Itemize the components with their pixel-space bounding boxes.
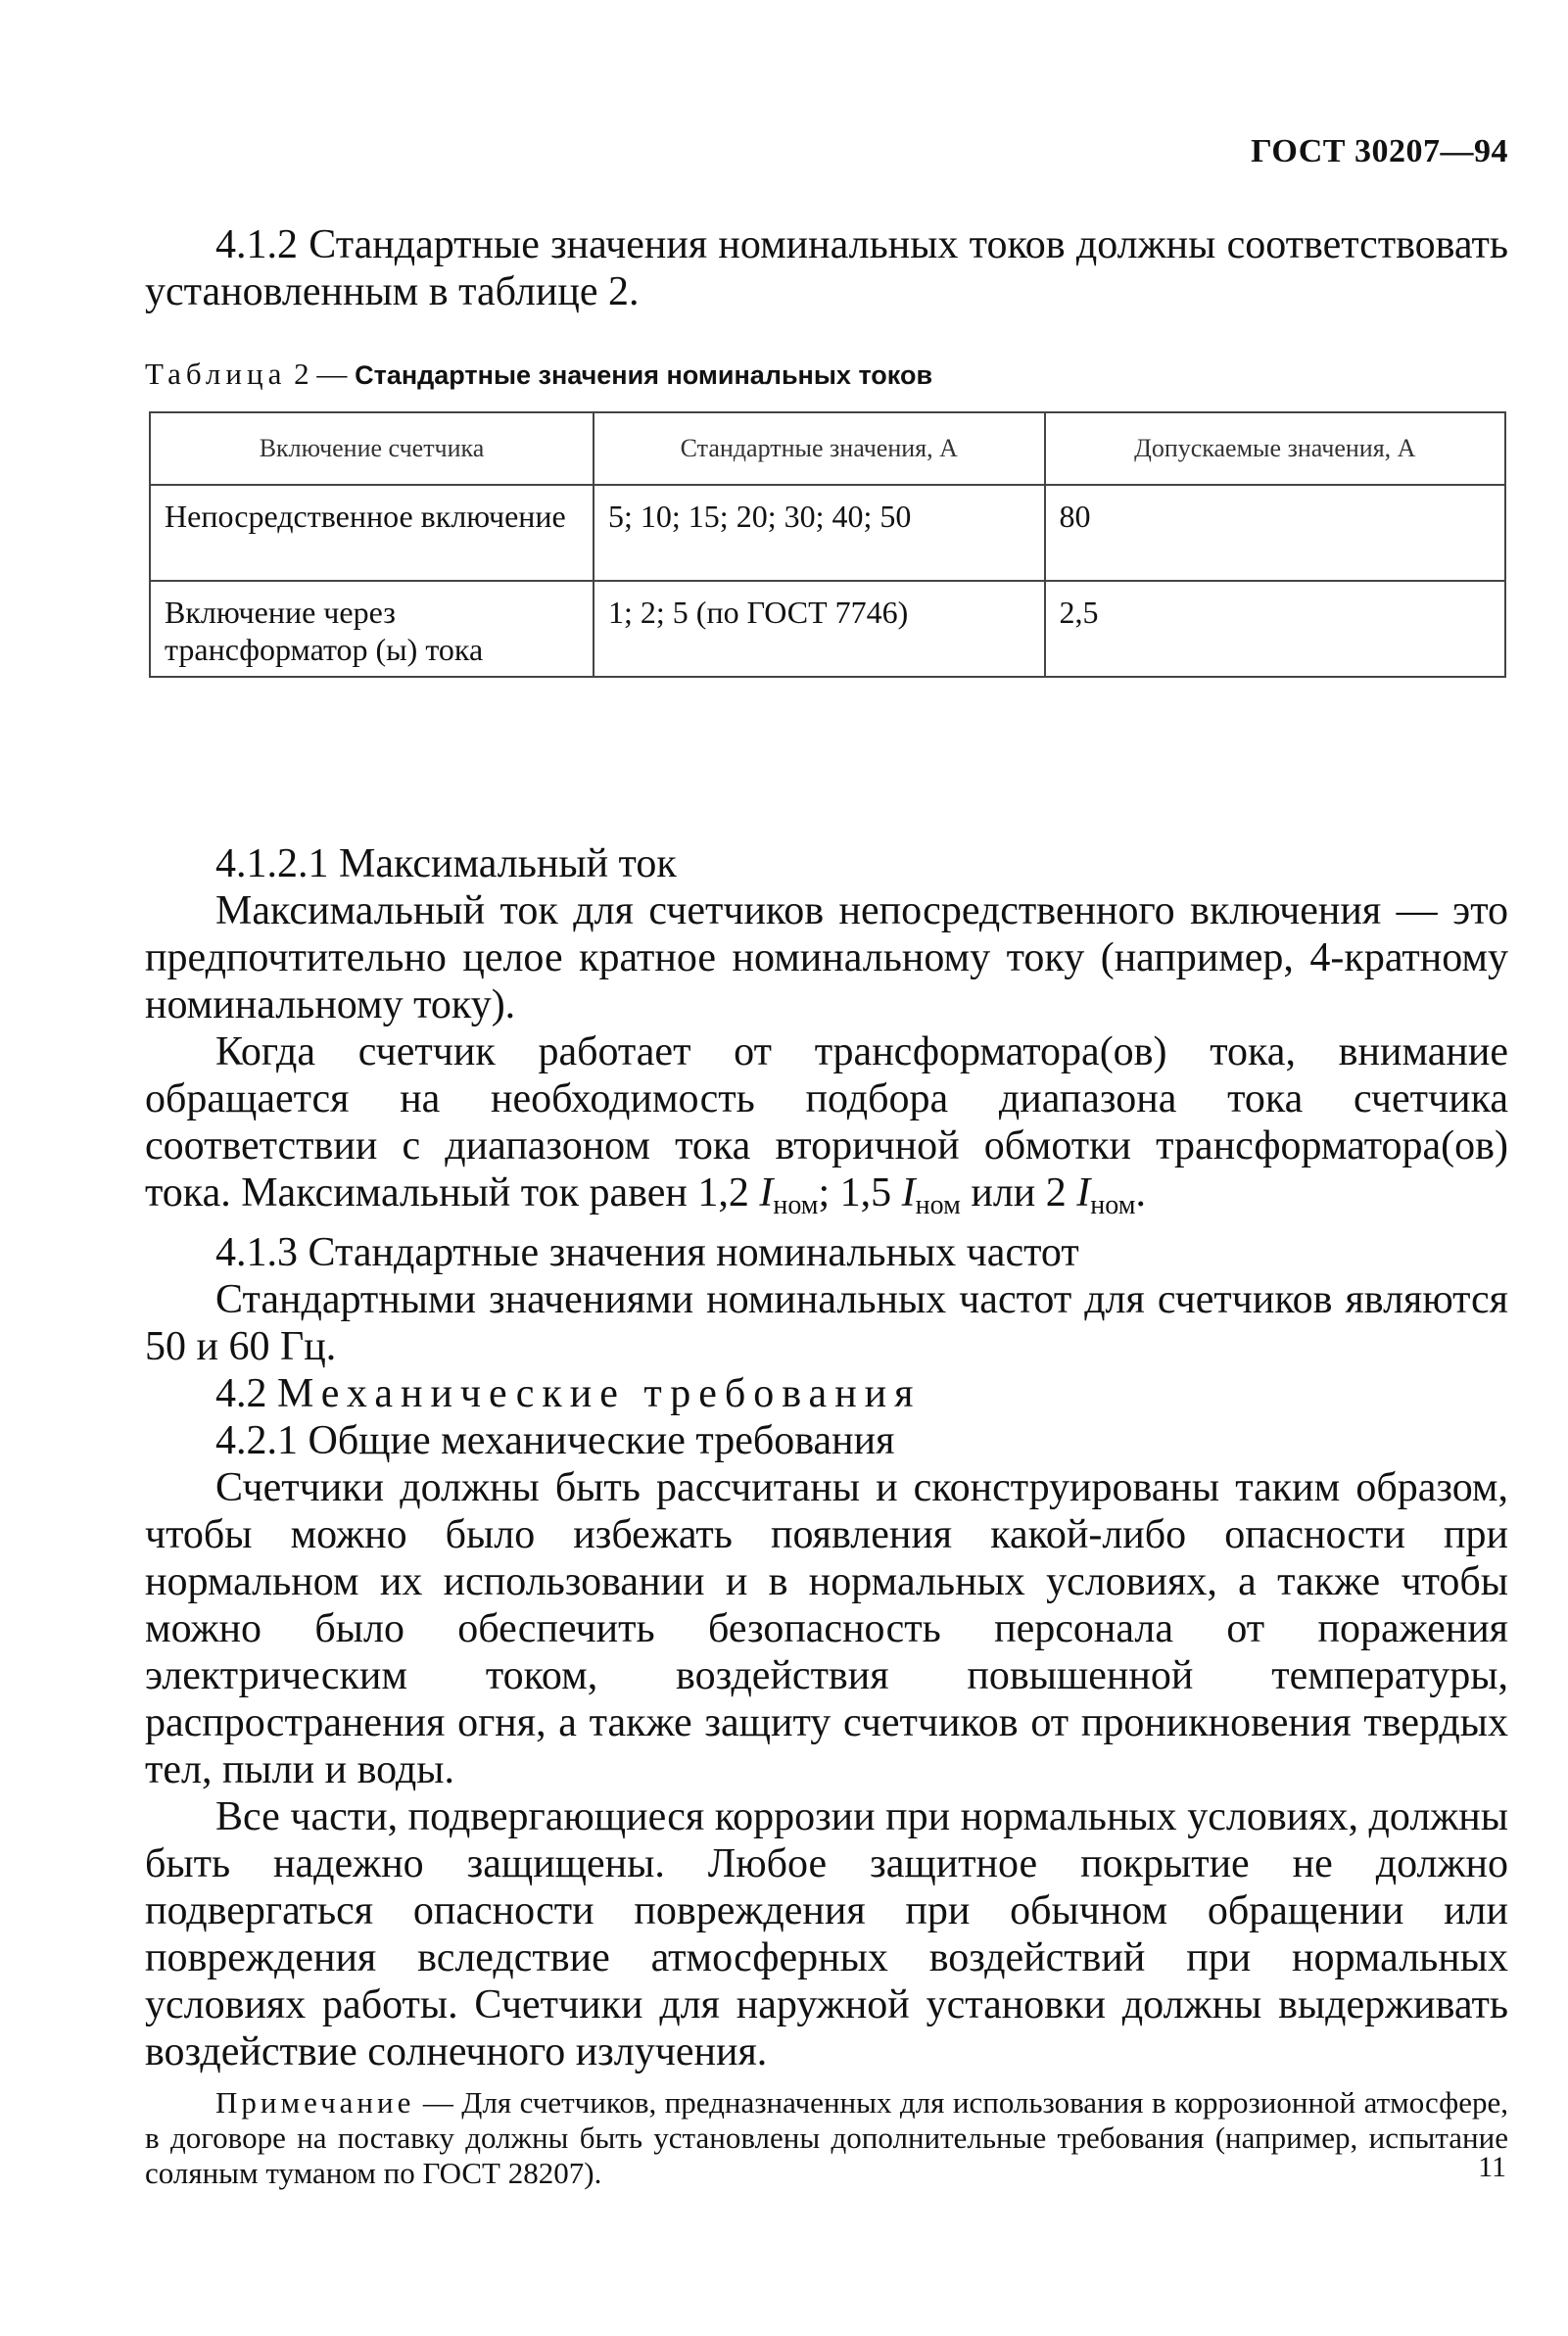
separator-text: или 2 xyxy=(960,1170,1077,1216)
table-caption-label: Таблица xyxy=(145,357,287,391)
document-header: ГОСТ 30207—94 xyxy=(1251,133,1508,169)
paragraph-max-current-2 xyxy=(145,1028,1508,1229)
max-current-text: Когда счетчик работает от трансформатора(ов) тока, внимание обращается на необходимость подбора диапазона тока счетчика соответствии с диапазоном тока вторичной обмотки трансформатора(ов) тока. Максимальный ток равен 1,2 xyxy=(145,1029,1508,1216)
nominal-subscript: ном xyxy=(915,1190,961,1220)
current-symbol: I xyxy=(1076,1170,1091,1216)
section-title: Механические требования xyxy=(277,1371,922,1416)
table-caption-number: 2 — xyxy=(286,357,356,391)
paragraph-mechanical-2: Все части, подвергающиеся коррозии при нормальных условиях, должны быть надежно защищены. Любое защитное покрытие не должно подвергаться опасности повреждения при обычном обращении или повреждения вследствие атмосферных воздействий при нормальных условиях работы. Счетчики для наружной установки должны выдерживать воздействие солнечного излучения. xyxy=(145,1794,1508,2074)
table-cell: Непосредственное включение xyxy=(150,485,594,581)
table-cell: 5; 10; 15; 20; 30; 40; 50 xyxy=(594,485,1045,581)
nominal-currents-table xyxy=(149,411,1506,678)
current-symbol: I xyxy=(759,1170,774,1216)
table-cell: 80 xyxy=(1045,485,1505,581)
sentence-end: . xyxy=(1135,1170,1146,1216)
table-row xyxy=(150,581,1505,677)
nominal-subscript: ном xyxy=(1090,1190,1136,1220)
table-caption-title: Стандартные значения номинальных токов xyxy=(355,360,933,390)
paragraph-frequencies: Стандартными значениями номинальных частот для счетчиков являются 50 и 60 Гц. xyxy=(145,1277,1508,1369)
table-header-cell: Включение счетчика xyxy=(150,412,594,485)
heading-4-1-2-1: 4.1.2.1 Максимальный ток xyxy=(215,841,677,886)
note xyxy=(145,2085,1508,2191)
note-label: Примечание xyxy=(215,2085,415,2120)
table-header-cell: Стандартные значения, А xyxy=(594,412,1045,485)
note-text: — Для счетчиков, предназначенных для использования в коррозионной атмосфере, в договоре на поставку должны быть установлены дополнительные требования (например, испытание соляным туманом по ГОСТ 28207). xyxy=(145,2085,1508,2190)
heading-4-2 xyxy=(145,1370,1508,1417)
table-caption xyxy=(145,357,932,392)
paragraph-4-1-2: 4.1.2 Стандартные значения номинальных токов должны соответствовать установленным в таблице 2. xyxy=(145,222,1508,314)
paragraph-max-current-1: Максимальный ток для счетчиков непосредственного включения — это предпочтительно целое кратное номинальному току (например, 4-кратному номинальному току). xyxy=(145,888,1508,1027)
nominal-subscript: ном xyxy=(773,1190,819,1220)
heading-4-1-3: 4.1.3 Стандартные значения номинальных частот xyxy=(215,1230,1079,1275)
section-number: 4.2 xyxy=(215,1371,277,1416)
current-symbol: I xyxy=(901,1170,916,1216)
page-number: 11 xyxy=(1478,2151,1506,2183)
table-cell: 2,5 xyxy=(1045,581,1505,677)
separator-text: ; 1,5 xyxy=(818,1170,902,1216)
table-cell: Включение через трансформатор (ы) тока xyxy=(150,581,594,677)
table-row xyxy=(150,485,1505,581)
table-header-row xyxy=(150,412,1505,485)
paragraph-mechanical-1: Счетчики должны быть рассчитаны и сконструированы таким образом, чтобы можно было избежать появления какой-либо опасности при нормальном их использовании и в нормальных условиях, а также чтобы можно было обеспечить безопасность персонала от поражения электрическим током, воздействия повышенной температуры, распространения огня, а также защиту счетчиков от проникновения твердых тел, пыли и воды. xyxy=(145,1465,1508,1792)
heading-4-2-1: 4.2.1 Общие механические требования xyxy=(215,1418,895,1463)
document-page xyxy=(145,116,1508,2290)
body-text xyxy=(145,840,1508,2221)
table-cell: 1; 2; 5 (по ГОСТ 7746) xyxy=(594,581,1045,677)
table-header-cell: Допускаемые значения, А xyxy=(1045,412,1505,485)
